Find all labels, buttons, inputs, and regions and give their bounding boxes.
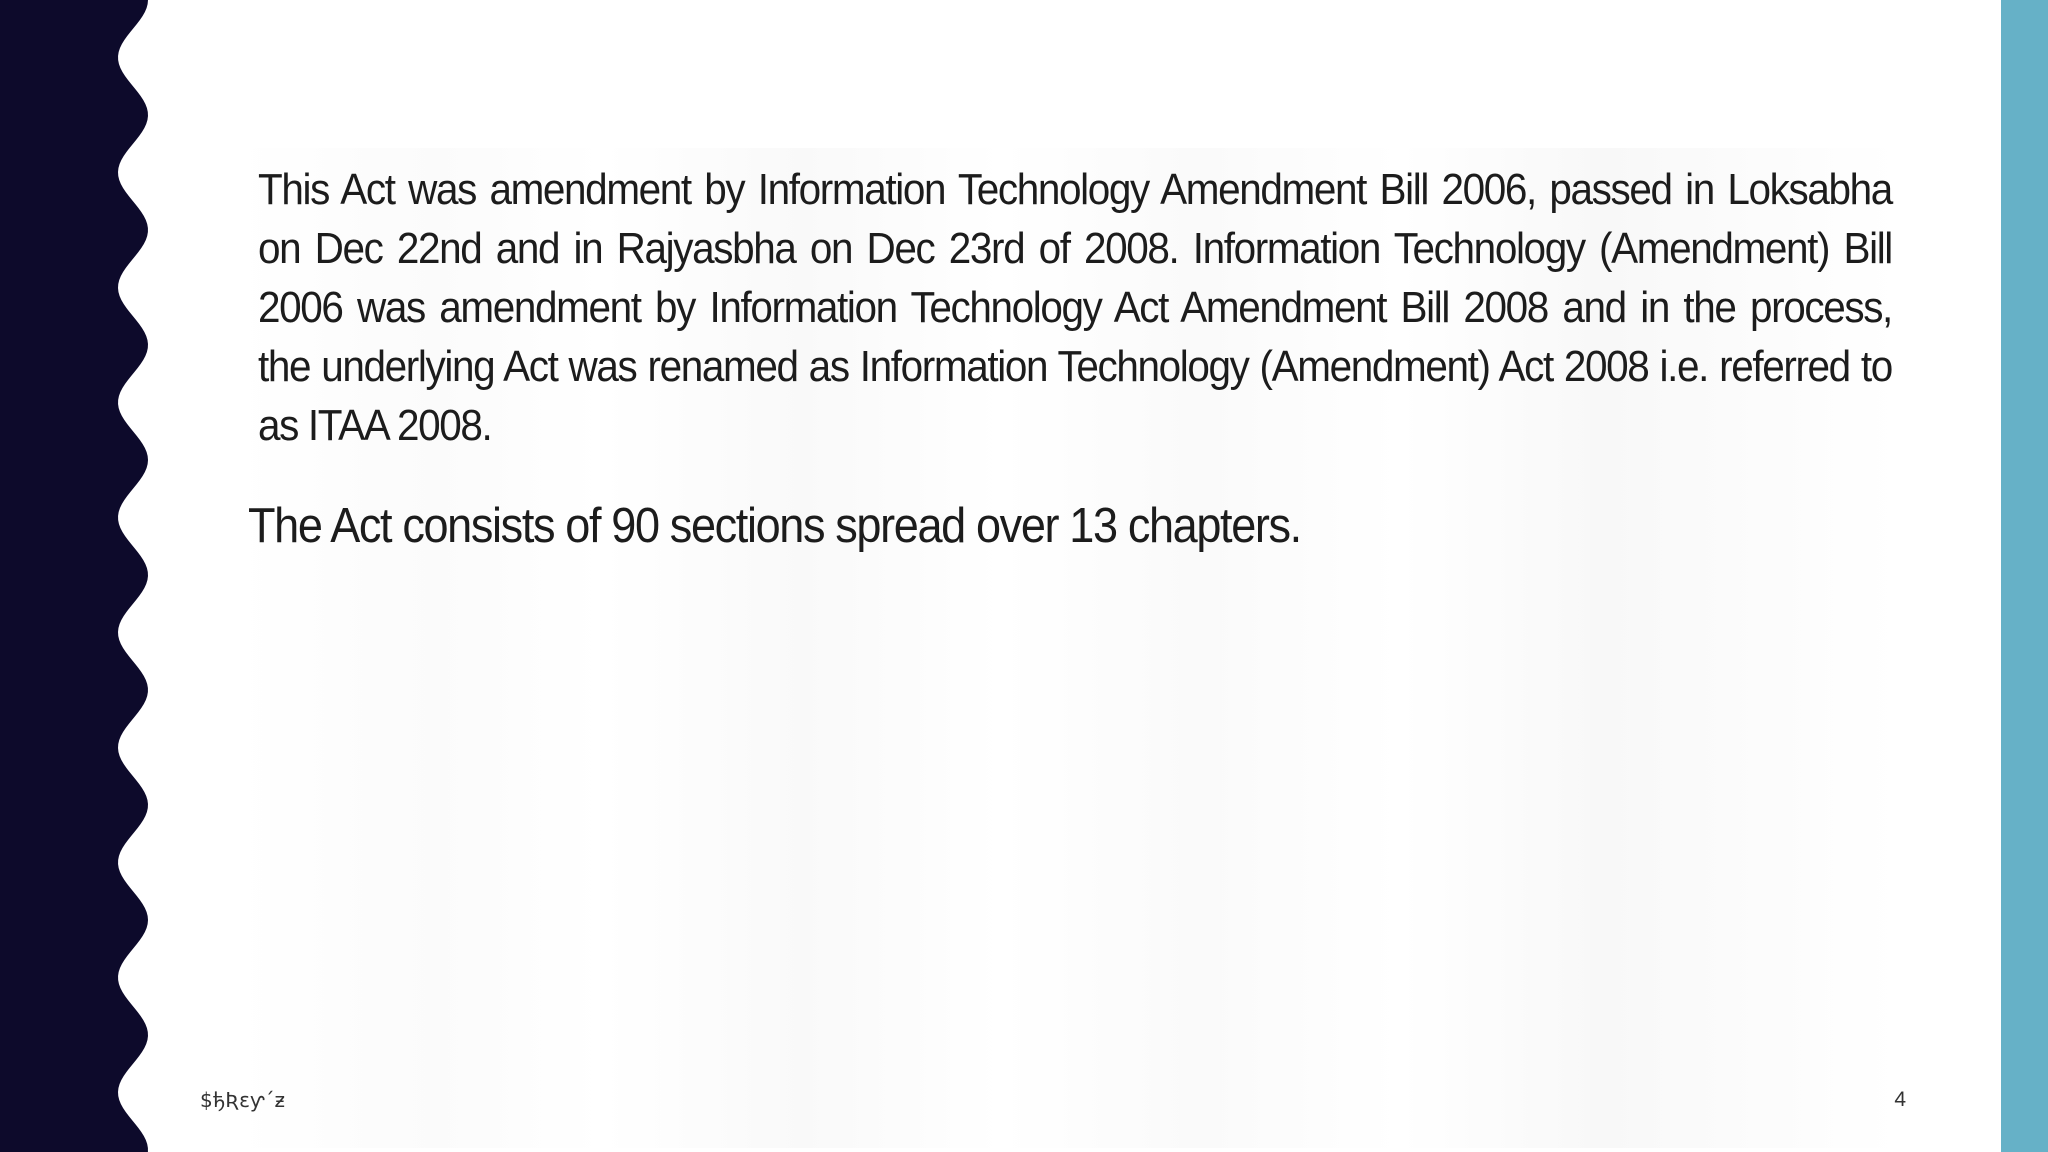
- amendment-paragraph: This Act was amendment by Information Technology Amendment Bill 2006, passed in Loksabha on Dec 22nd and in Rajyasbha on Dec 23rd of 2008. Information Technology (Amendment) Bill 2006 was amendment by Information Technology Act Amendment Bill 2008 and in the process, the underlying Act was renamed as Information Technology (Amendment) Act 2008 i.e. referred to as ITAA 2008.: [258, 165, 1892, 450]
- right-accent-band: [2001, 0, 2048, 1152]
- page-number: 4: [1894, 1088, 1906, 1111]
- summary-line: The Act consists of 90 sections spread over 13 chapters.: [248, 499, 1301, 553]
- left-wave-border: [0, 0, 160, 1152]
- footer-author: $ђƦɛƴ´ƶ: [200, 1088, 286, 1112]
